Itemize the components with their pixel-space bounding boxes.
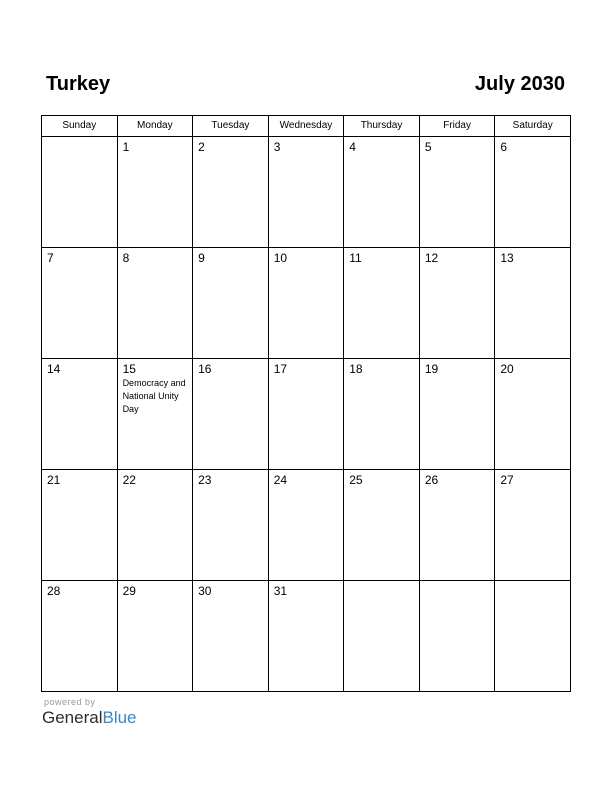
weekday-thursday: Thursday: [344, 116, 420, 137]
calendar-weeks: [42, 137, 571, 692]
day-number: 1: [122, 140, 130, 154]
day-cell: [268, 581, 344, 692]
week-row: [42, 248, 571, 359]
day-cell: [419, 137, 495, 248]
day-number: 16: [198, 362, 212, 376]
calendar-grid: [41, 115, 571, 692]
day-cell: [193, 581, 269, 692]
powered-by-text: powered by: [44, 697, 96, 707]
day-cell: [268, 470, 344, 581]
day-cell: [495, 359, 571, 470]
generalblue-logo: [42, 708, 137, 728]
day-number: 26: [424, 473, 439, 487]
day-number: 20: [500, 362, 514, 376]
day-cell: [193, 248, 269, 359]
day-cell: [419, 248, 495, 359]
day-number: 5: [424, 140, 432, 154]
day-cell: [117, 137, 193, 248]
day-cell: [419, 581, 495, 692]
day-number: 24: [273, 473, 288, 487]
day-cell: [117, 248, 193, 359]
weekday-friday: Friday: [419, 116, 495, 137]
day-number: 27: [500, 473, 514, 487]
country-title: Turkey: [46, 73, 111, 95]
day-cell: [344, 137, 420, 248]
day-number: 15: [122, 362, 136, 376]
week-row: [42, 470, 571, 581]
day-cell: [419, 359, 495, 470]
day-cell: [268, 359, 344, 470]
day-number: 8: [122, 251, 130, 265]
day-number: 11: [349, 251, 362, 265]
day-cell: [42, 470, 118, 581]
day-cell: [495, 137, 571, 248]
day-cell: [495, 581, 571, 692]
day-number: 28: [47, 584, 61, 598]
day-cell: [495, 248, 571, 359]
day-number: 18: [349, 362, 363, 376]
week-row: [42, 359, 571, 470]
day-cell: [117, 359, 193, 470]
day-number: 14: [47, 362, 61, 376]
logo-general-text: General: [42, 708, 103, 727]
day-number: 29: [122, 584, 136, 598]
day-cell: [344, 470, 420, 581]
day-number: 19: [424, 362, 439, 376]
day-cell: [42, 248, 118, 359]
day-cell: [193, 470, 269, 581]
day-number: 17: [273, 362, 288, 376]
day-number: 3: [273, 140, 281, 154]
day-cell: [42, 581, 118, 692]
weekday-monday: Monday: [117, 116, 193, 137]
day-cell: [268, 248, 344, 359]
holiday-label: Democracy and National Unity Day: [122, 378, 186, 414]
day-cell: [193, 137, 269, 248]
day-cell: [344, 248, 420, 359]
day-cell: [344, 581, 420, 692]
day-number: 6: [500, 140, 508, 154]
logo-blue-text: Blue: [102, 708, 137, 727]
day-cell: [42, 137, 118, 248]
day-number: 21: [47, 473, 61, 487]
day-number: 2: [198, 140, 205, 154]
day-number: 7: [47, 251, 54, 265]
day-number: 12: [424, 251, 439, 265]
day-number: 10: [273, 251, 288, 265]
day-number: 22: [122, 473, 136, 487]
day-cell: [117, 581, 193, 692]
month-title: July 2030: [474, 73, 565, 95]
day-cell: [42, 359, 118, 470]
day-number: 4: [349, 140, 356, 154]
day-cell: [419, 470, 495, 581]
day-number: 9: [198, 251, 205, 265]
day-number: 23: [198, 473, 212, 487]
weekday-header-row: [42, 116, 571, 137]
weekday-tuesday: Tuesday: [193, 116, 269, 137]
day-cell: [117, 470, 193, 581]
week-row: [42, 581, 571, 692]
week-row: [42, 137, 571, 248]
weekday-saturday: Saturday: [495, 116, 571, 137]
day-cell: [344, 359, 420, 470]
weekday-sunday: Sunday: [42, 116, 118, 137]
day-number: 25: [349, 473, 363, 487]
day-cell: [193, 359, 269, 470]
day-number: 31: [273, 584, 288, 598]
day-number: 13: [500, 251, 514, 265]
day-cell: [495, 470, 571, 581]
weekday-wednesday: Wednesday: [268, 116, 344, 137]
day-number: 30: [198, 584, 212, 598]
day-cell: [268, 137, 344, 248]
